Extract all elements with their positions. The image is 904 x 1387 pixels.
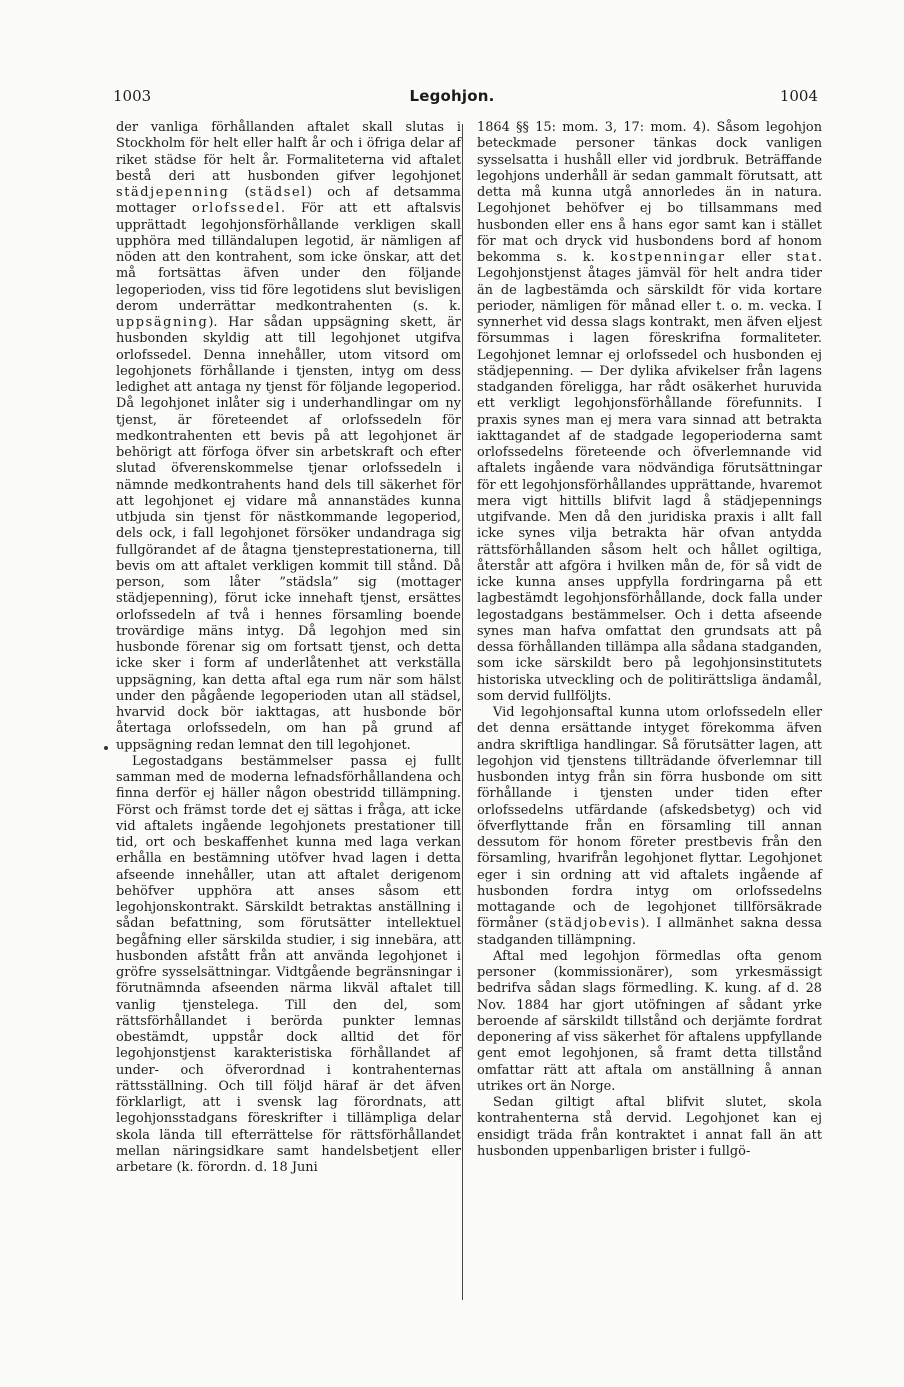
spaced-term: kostpenningar — [610, 250, 726, 265]
left-page-number: 1003 — [113, 87, 152, 105]
margin-mark — [104, 746, 108, 750]
text-run: ). Har sådan uppsägning skett, är husbonden skyldig att till legohjonet utgifva orlofssedel. Denna innehåller, utom vitsord om legohjonets förhållande i tjensten, intyg om dess ledighet att antaga ny tjenst för följande legoperiod. Då legohjonet inlåter sig i underhandlingar om ny tjenst, är företeendet af orlofssedeln för medkontrahenten ett bevis på att legohjonet är behörigt att förfoga öfver sin arbetskraft och efter slutad öfverenskommelse tjenar orlofssedeln i nämnde medkontrahents hand dels till säkerhet för att legohjonet ej vidare må annanstädes kunna utbjuda sin tjenst för nästkommande legoperiod, dels ock, i fall legohjonet försöker undandraga sig fullgörandet af de åtagna tjensteprestationerna, till bevis om att aftalet verkligen kommit till stånd. Då person, som låter ”städsla” sig (mottager städjepenning), förut icke innehaft tjenst, ersättes orlofssedeln af två i hennes församling boende trovärdige mäns intyg. Då legohjon med sin husbonde förenar sig om fortsatt tjenst, och detta icke sker i form af underlåtenhet att verkställa uppsägning, kan detta aftal ega rum när som hälst under den pågående legoperioden utan all städsel, hvarvid dock bör iakttagas, att husbonde bör återtaga orlofssedeln, om han på grund af uppsägning redan lemnat den till legohjonet. — [116, 315, 461, 753]
left-text-column — [116, 120, 461, 1176]
text-run: . Legohjonstjenst åtages jämväl för helt andra tider än de lagbestämda och särskildt för vida kortare perioder, nämligen för månad eller t. o. m. vecka. I synnerhet vid dessa slags kontrakt, men äfven eljest försummas i lagen föreskrifna formaliteter. Legohjonet lemnar ej orlofssedel och husbonden ej städjepenning. — Der dylika afvikelser från lagens stadganden föreligga, har rådt osäkerhet huruvida ett verkligt legohjonsförhållande förefunnits. I praxis synes man ej mera vara sinnad att betrakta iakttagandet af de stadgade legoperioderna samt orlofssedelns företeende och öfverlemnande vid aftalets ingående vara nödvändiga förutsättningar för ett legohjonsförhållandes upprättande, hvaremot mera vigt hittills blifvit lagd å städjepennings utgifvande. Men då den juridiska praxis i allt fall icke synes vilja betrakta här ofvan antydda rättsförhållanden såsom helt och hållet ogiltiga, återstår att afgöra i hvilken mån de, för så vidt de icke kunna anses uppfylla fordringarna på ett lagbestämdt legohjonsförhållande, dock falla under legostadgans bestämmelser. Och i detta afseende synes man hafva omfattat den grundsats att på dessa förhållanden tillämpa alla sådana stadganden, som icke särskildt bero på legohjonsinstitutets historiska utveckling och de politirättsliga ändamål, som dervid fullföljts. — [477, 250, 822, 704]
spaced-term: orlofssedel — [191, 201, 282, 217]
paragraph — [116, 120, 461, 754]
right-text-column — [477, 120, 822, 1160]
right-page-number: 1004 — [779, 87, 818, 105]
paragraph — [477, 705, 822, 949]
text-run: Vid legohjonsaftal kunna utom orlofssedeln eller det denna ersättande intyget förekomma äfven andra skriftliga handlingar. Så förutsätter lagen, att legohjon vid tjenstens tillträdande öfverlemnar till husbonden intyg från sin förra husbonde om sitt förhållande i tjensten under tiden efter orlofssedelns utfärdande (afskedsbetyg) och vid öfverflyttande från en församling till annan dessutom för honom företer prestbevis från den församling, hvarifrån legohjonet flyttar. Legohjonet eger i sin ordning att vid aftalets ingående af husbonden fordra intyg om orlofssedelns mottagande och de legohjonet tillförsäkrade förmåner ( — [477, 705, 822, 932]
paragraph — [477, 1095, 822, 1160]
text-run: Sedan giltigt aftal blifvit slutet, skola kontrahenterna stå dervid. Legohjonet kan ej ensidigt träda från kontraktet i annat fall än att husbonden uppenbarligen brister i fullgö- — [477, 1095, 822, 1159]
spaced-term: uppsägning — [116, 315, 209, 330]
page-header — [0, 87, 904, 113]
spaced-term: städjobevis — [549, 916, 641, 932]
spaced-term: städsel — [249, 185, 307, 200]
column-divider — [462, 124, 463, 1300]
paragraph — [477, 120, 822, 705]
paragraph — [116, 754, 461, 1177]
paragraph — [477, 949, 822, 1095]
text-run: ( — [229, 185, 250, 200]
text-run: der vanliga förhållanden aftalet skall slutas i Stockholm för helt eller halft år och i öfriga delar af riket städse för helt år. Formaliteterna vid aftalet bestå deri att husbonden gifver legohjonet — [116, 120, 461, 184]
text-run: Aftal med legohjon förmedlas ofta genom personer (kommissionärer), som yrkesmässigt bedrifva sådan slags förmedling. K. kung. af d. 28 Nov. 1884 har gjort utöfningen af sådant yrke beroende af särskildt tillstånd och derjämte fordrat deponering af viss säkerhet för aftalens uppfyllande gent emot legohjonen, så framt detta tillstånd omfattar rätt att aftala om anställning å annan utrikes ort än Norge. — [477, 948, 822, 1094]
text-run: ) och af detsamma mottager — [116, 185, 461, 217]
spaced-term: städjepenning — [116, 185, 230, 200]
spaced-term: stat — [786, 250, 818, 265]
running-title: Legohjon. — [409, 87, 495, 105]
text-run: . För att ett aftalsvis upprättadt legohjonsförhållande verkligen skall upphöra med tilländalupen legotid, är nämligen af nöden att den kontrahent, som icke önskar, att det må fortsättas äfven under den följande legoperioden, viss tid före legotidens slut bevisligen derom underrättar medkontrahenten (s. k. — [116, 201, 462, 314]
text-run: ). I allmänhet sakna dessa stadganden tillämpning. — [477, 916, 822, 948]
text-run: 1864 §§ 15: mom. 3, 17: mom. 4). Såsom legohjon beteckmade personer tänkas dock vanligen sysselsatta i hushåll eller vid jordbruk. Beträffande legohjons underhåll är sedan gammalt förutsatt, att detta må kunna utgå annorledes än in natura. Legohjonet behöfver ej bo tillsammans med husbonden eller ens å hans egor samt kan i stället för mat och dryck vid husbondens bord af honom bekomma s. k. — [477, 120, 822, 265]
text-run: Legostadgans bestämmelser passa ej fullt samman med de moderna lefnadsförhållandena och finna derför ej häller någon obestridd tillämpning. Först och främst torde det ej sättas i fråga, att icke vid aftalets ingående legohjonets prestationer till tid, ort och beskaffenhet kunna med laga verkan erhålla en bestämning utöfver hvad lagen i detta afseende innehåller, utan att aftalet derigenom behöfver upphöra att anses såsom ett legohjonskontrakt. Särskildt betraktas anställning i sådan befattning, som förutsätter intellektuel begåfning eller särskilda studier, i sig innebära, att husbonden afstått från att använda legohjonet i gröfre sysselsättningar. Vidtgående begränsningar i förutnämnda afseenden närma likväl aftalet till vanlig tjenstelega. Till den del, som rättsförhållandet i berörda punkter lemnas obestämdt, uppstår dock alltid det för legohjonstjenst karakteristiska förhållandet af under- och öfverordnad i kontrahenternas rättsställning. Och till följd häraf är det äfven förklarligt, att i svensk lag förordnats, att legohjonsstadgans föreskrifter i tillämpliga delar skola lända till efterrättelse för rättsförhållandet mellan näringsidkare samt handelsbetjent eller arbetare (k. förordn. d. 18 Juni — [116, 753, 461, 1175]
text-run: eller — [725, 250, 787, 265]
